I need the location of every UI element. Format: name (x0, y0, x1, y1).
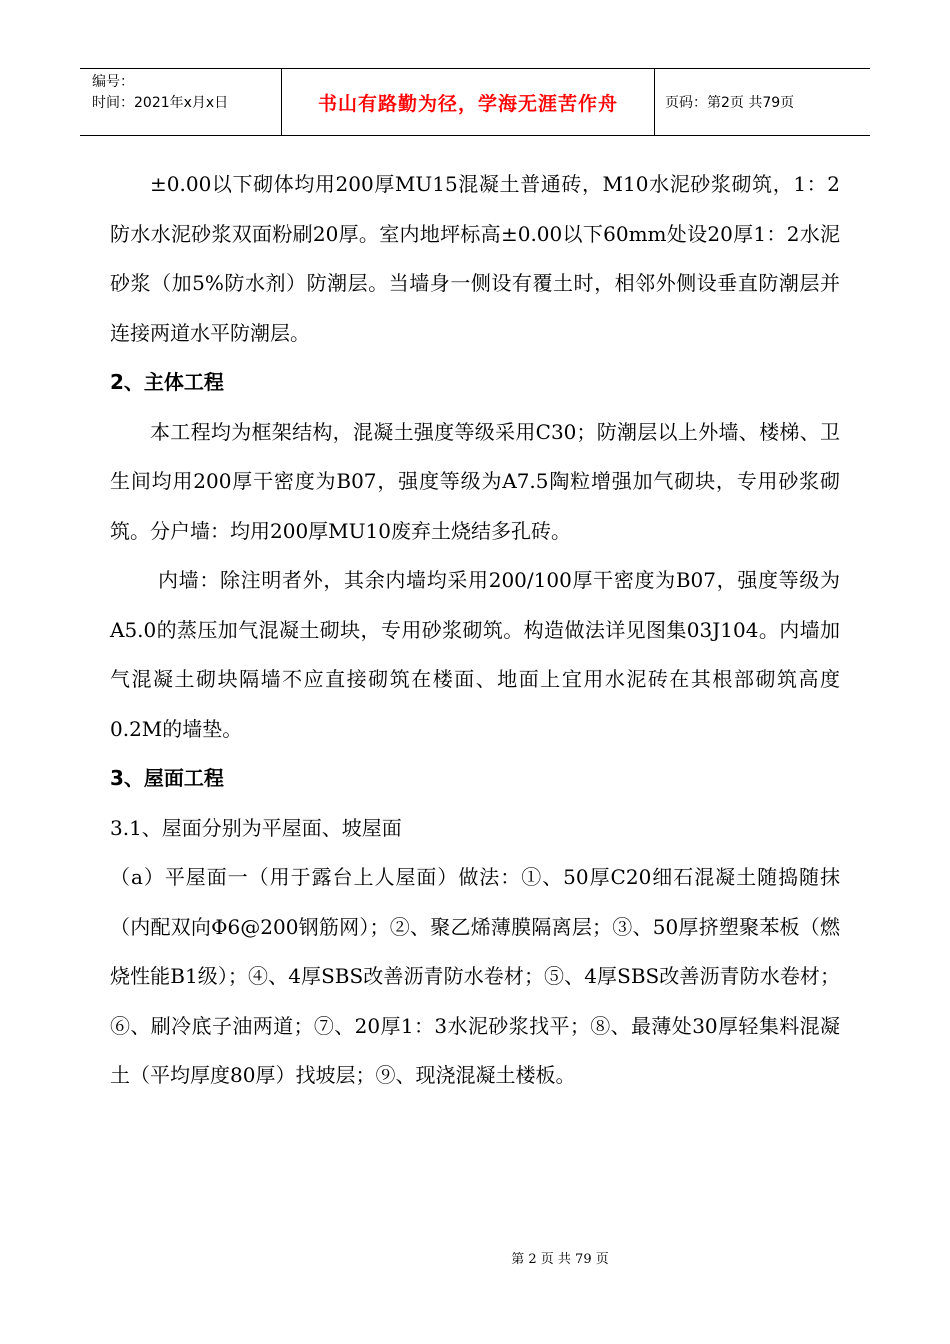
paragraph-flat-roof-method: （a）平屋面一（用于露台上人屋面）做法：①、50厚C20细石混凝土随捣随抹（内配双向Φ6@200钢筋网）；②、聚乙烯薄膜隔离层；③、50厚挤塑聚苯板（燃烧性能B1级）；④、4厚SBS改善沥青防水卷材；⑤、4厚SBS改善沥青防水卷材；⑥、刷冷底子油两道；⑦、20厚1：3水泥砂浆找平；⑧、最薄处30厚轻集料混凝土（平均厚度80厚）找坡层；⑨、现浇混凝土楼板。 (110, 865, 840, 1087)
section-heading-main-structure: 2、主体工程 (110, 370, 224, 394)
page-footer (0, 1248, 950, 1267)
header-meta (80, 69, 282, 135)
footer-page-number: 第 2 页 共 79 页 (511, 1252, 609, 1267)
paragraph-interior-walls: 内墙：除注明者外，其余内墙均采用200/100厚干密度为B07，强度等级为A5.0的蒸压加气混凝土砌块，专用砂浆砌筑。构造做法详见图集03J104。内墙加气混凝土砌块隔墙不应直接砌筑在楼面、地面上宜用水泥砖在其根部砌筑高度0.2M的墙垫。 (110, 568, 840, 741)
paragraph-frame-structure: 本工程均为框架结构，混凝土强度等级采用C30；防潮层以上外墙、楼梯、卫生间均用200厚干密度为B07，强度等级为A7.5陶粒增强加气砌块，专用砂浆砌筑。分户墙：均用200厚MU10废弃土烧结多孔砖。 (110, 419, 840, 543)
page-header (80, 68, 870, 136)
paragraph-foundation-masonry: ±0.00以下砌体均用200厚MU15混凝土普通砖，M10水泥砂浆砌筑，1：2防水水泥砂浆双面粉刷20厚。室内地坪标高±0.00以下60mm处设20厚1：2水泥砂浆（加5%防水剂）防潮层。当墙身一侧设有覆土时，相邻外侧设垂直防潮层并连接两道水平防潮层。 (110, 172, 840, 345)
document-number-label: 编号： (92, 74, 134, 90)
subsection-roof-types: 3.1、屋面分别为平屋面、坡屋面 (110, 815, 402, 840)
header-page-info: 页码：第2页 共79页 (665, 95, 795, 111)
section-heading-roof: 3、屋面工程 (110, 766, 224, 790)
document-time-label: 时间：2021年x月x日 (92, 95, 229, 111)
header-motto: 书山有路勤为径，学海无涯苦作舟 (282, 69, 655, 135)
document-body (110, 160, 840, 1101)
